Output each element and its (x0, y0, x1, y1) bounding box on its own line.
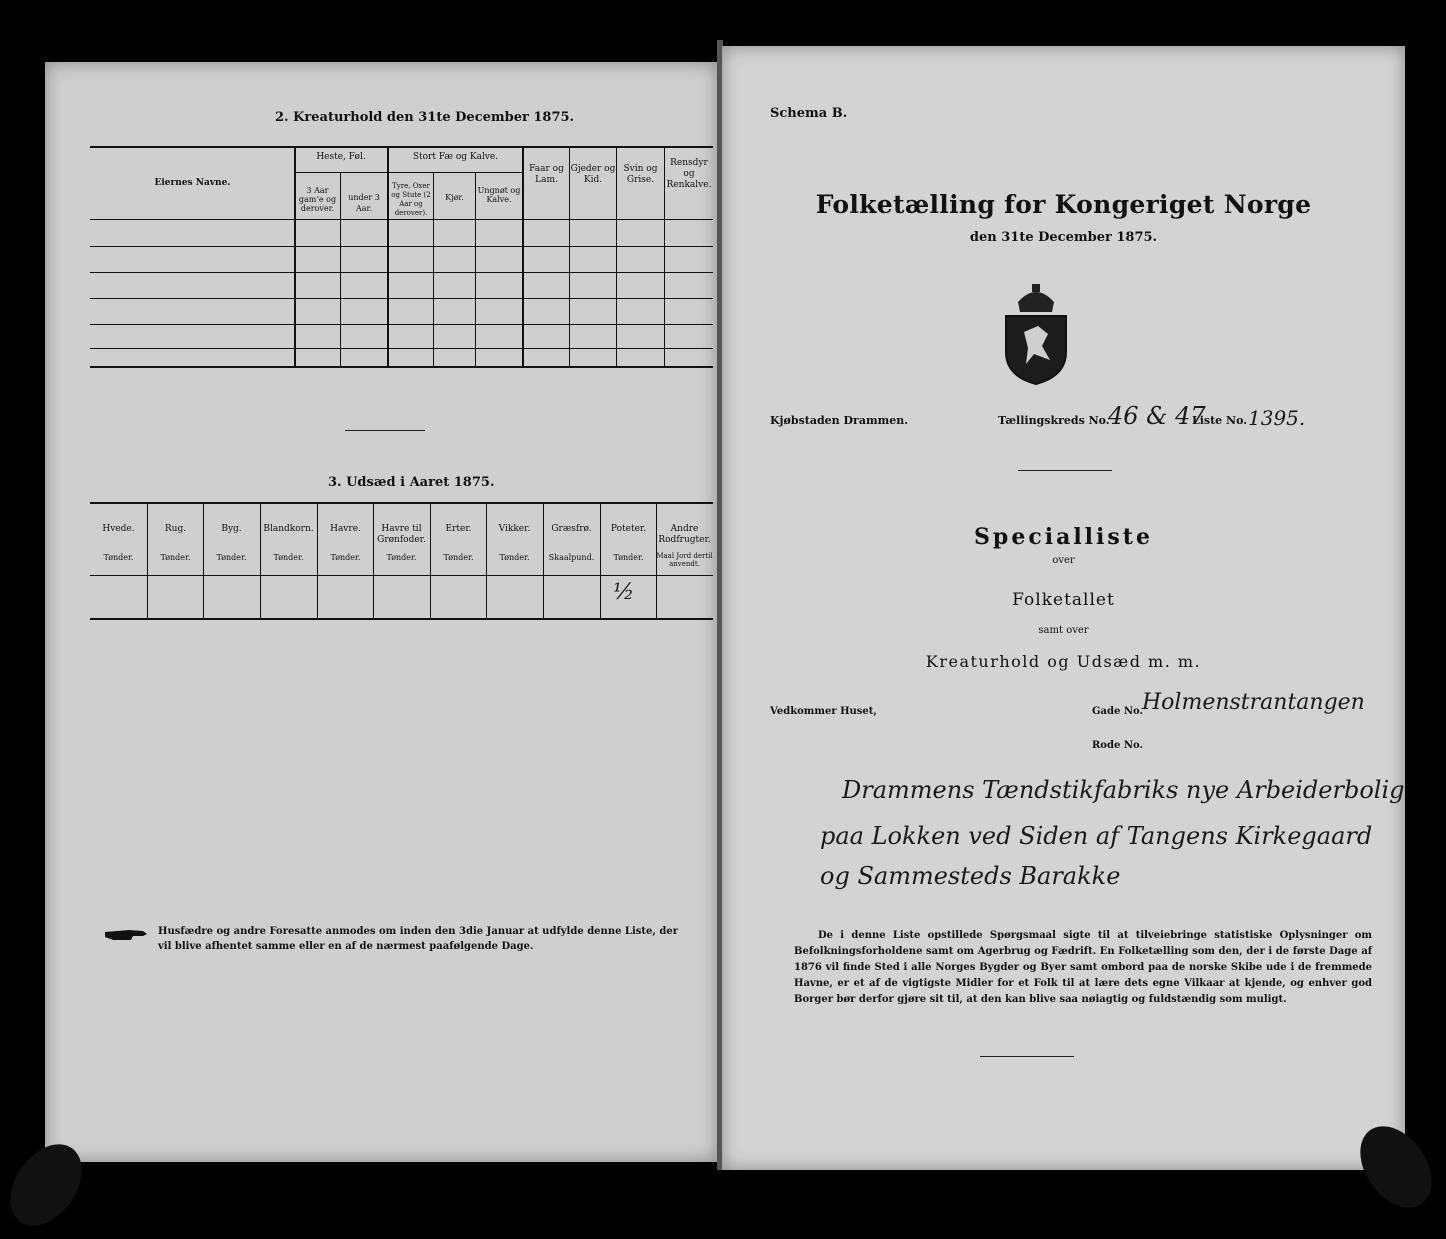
pointing-hand-icon (103, 926, 149, 942)
right-page (722, 46, 1405, 1170)
heste-sub1: 3 Aar gam’e og derover. (298, 186, 337, 213)
kreds-label: Tællingskreds No. (998, 414, 1110, 427)
specialliste-heading: Specialliste (974, 524, 1153, 550)
udsaed-col-header: Havre. (330, 524, 361, 534)
samt-over-label: samt over (1038, 625, 1089, 636)
gade-label: Gade No. (1092, 706, 1143, 717)
coat-of-arms-icon (998, 282, 1074, 386)
stort-header: Stort Fæ og Kalve. (412, 152, 499, 162)
udsaed-col-unit: Tønder. (330, 553, 361, 562)
stort-sub3: Ungnøt og Kalve. (477, 186, 521, 204)
heste-sub2: under 3 Aar. (348, 193, 380, 213)
footer-text: De i denne Liste opstillede Spørgsmaal sigte til at tilveiebringe statistiske Oplysninger om Befolkningsforholdene samt om Agerbrug og Fædrift. En Folketælling som den, der i de første Dage af 1876 vil finde Sted i alle Norges Bygder og Byer samt ombord paa de norske Skibe ude i de fremmede Havne, er et af de vigtigste Midler for et Folk til at lære dets egne Vilkaar at kjende, og enhver god Borger bør derfor gjøre sit til, at den kan blive saa nøiagtig og fuldstændig som muligt. (794, 930, 1372, 1005)
udsaed-col-header: Andre Rodfrugter. (658, 524, 711, 545)
stort-sub1: Tyre, Oxer og Stute (2 Aar og derover). (391, 182, 431, 217)
udsaed-col-header: Havre til Grønfoder. (377, 524, 426, 545)
main-title: Folketælling for Kongeriget Norge (815, 190, 1312, 219)
svin-header: Svin og Grise. (623, 164, 658, 185)
left-page (45, 62, 717, 1162)
udsaed-col-header: Blandkorn. (263, 524, 314, 534)
stort-sub2: Kjør. (445, 193, 464, 202)
address-line-2: paa Lokken ved Siden af Tangens Kirkegaard (820, 822, 1373, 850)
kreds-value: 46 & 47 (1108, 402, 1206, 430)
gade-value: Holmenstrantangen (1142, 690, 1365, 715)
folketallet-heading: Folketallet (1012, 590, 1115, 610)
udsaed-col-unit: Tønder. (103, 553, 134, 562)
schema-label: Schema B. (770, 106, 848, 121)
udsaed-col-header: Vikker. (498, 524, 531, 534)
udsaed-col-header: Byg. (221, 524, 242, 534)
udsaed-col-unit: Maal Jord dertil anvendt. (656, 552, 713, 568)
liste-value: 1395. (1248, 406, 1306, 430)
kjobstaden-label: Kjøbstaden Drammen. (770, 414, 909, 427)
section3-title: 3. Udsæd i Aaret 1875. (328, 475, 495, 490)
gjeder-header: Gjeder og Kid. (570, 164, 616, 185)
over-label: over (1052, 555, 1075, 566)
udsaed-col-header: Græsfrø. (551, 524, 592, 534)
udsaed-col-unit: Skaalpund. (548, 553, 595, 562)
udsaed-col-header: Poteter. (610, 524, 647, 534)
address-line-3: og Sammesteds Barakke (820, 862, 1121, 890)
poteter-value: ½ (613, 580, 635, 605)
rensdyr-header: Rensdyr og Renkalve. (666, 158, 712, 190)
kreaturhold-heading: Kreaturhold og Udsæd m. m. (925, 652, 1202, 671)
owners-header: Eiernes Navne. (154, 178, 231, 188)
udsaed-col-unit: Tønder. (499, 553, 530, 562)
notice-text: Husfædre og andre Foresatte anmodes om inden den 3die Januar at udfylde denne Liste, der vil blive afhentet samme eller en af de nærmest paafølgende Dage. (158, 926, 678, 952)
faar-header: Faar og Lam. (529, 164, 564, 185)
udsaed-col-unit: Tønder. (273, 553, 304, 562)
udsaed-col-unit: Tønder. (613, 553, 644, 562)
udsaed-col-unit: Tønder. (216, 553, 247, 562)
udsaed-col-unit: Tønder. (443, 553, 474, 562)
udsaed-col-header: Hvede. (102, 524, 135, 534)
udsaed-col-unit: Tønder. (160, 553, 191, 562)
address-line-1: Drammens Tændstikfabriks nye Arbeiderbolig (842, 776, 1405, 804)
vedkommer-label: Vedkommer Huset, (770, 706, 877, 717)
udsaed-col-header: Erter. (445, 524, 472, 534)
udsaed-col-unit: Tønder. (386, 553, 417, 562)
heste-header: Heste, Føl. (316, 152, 366, 162)
section2-title: 2. Kreaturhold den 31te December 1875. (275, 110, 575, 125)
liste-label: Liste No. (1192, 414, 1248, 427)
udsaed-col-header: Rug. (164, 524, 187, 534)
census-date: den 31te December 1875. (969, 230, 1158, 245)
rode-label: Rode No. (1092, 740, 1143, 751)
